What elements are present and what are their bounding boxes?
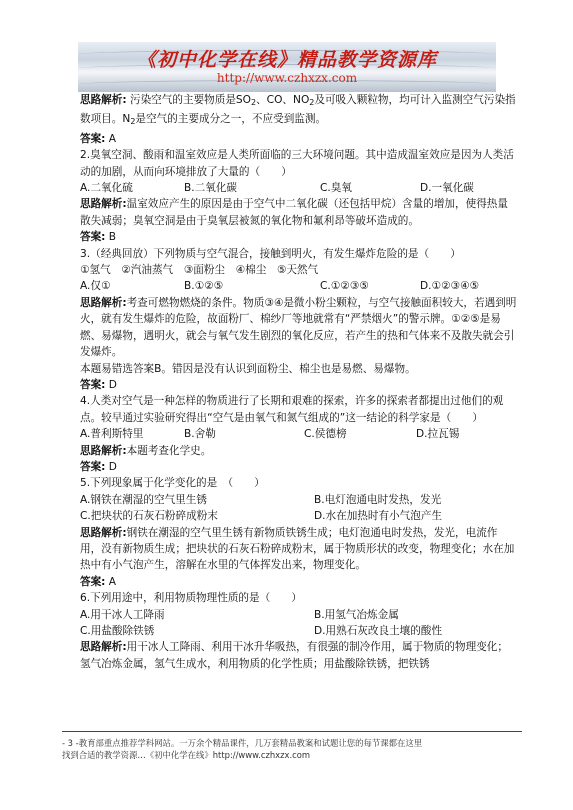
q6-options bbox=[80, 607, 518, 640]
q6-analysis: 思路解析:用干冰人工降雨、利用干冰升华吸热，有很强的制冷作用，属于物质的物理变化；氢气冶炼金属，氢气生成水，利用物质的化学性质；用盐酸除铁锈，把铁锈 bbox=[80, 641, 508, 670]
option: C.把块状的石灰石粉碎成粉末 bbox=[80, 510, 218, 523]
footer-line: - 3 -教育部重点推荐学科网站。一万余个精品课件，几万套精品教案和试题让您的每节课都在这里 bbox=[62, 738, 423, 748]
header-banner bbox=[78, 42, 496, 92]
option: B.舍勒 bbox=[184, 428, 216, 441]
option: A.二氧化硫 bbox=[80, 182, 133, 195]
q3-answer: 答案: D bbox=[80, 378, 117, 391]
option: D.①②③④⑤ bbox=[420, 280, 480, 293]
option: C.侯德榜 bbox=[304, 428, 347, 441]
option: A.钢铁在潮湿的空气里生锈 bbox=[80, 493, 207, 506]
q3-analysis: 思路解析:考查可燃物燃烧的条件。物质③④是微小粉尘颗粒，与空气接触面积较大，若遇到明火，就有发生爆炸的危险，故面粉厂、棉纱厂等地就常有“严禁烟火”的警示牌。①②⑤是易燃、易爆物，遇明火，就会与氧气发生剧烈的氧化反应，若产生的热和气体来不及散失就会引发爆炸。 bbox=[80, 296, 517, 359]
option: D.一氧化碳 bbox=[420, 182, 474, 195]
banner-title: 《初中化学在线》精品教学资源库 bbox=[136, 49, 437, 71]
option: C.①②③⑤ bbox=[320, 280, 369, 293]
q3-options bbox=[80, 278, 518, 294]
option: D.拉瓦锡 bbox=[416, 428, 460, 441]
option: D.用熟石灰改良土壤的酸性 bbox=[314, 625, 443, 637]
document-body bbox=[80, 92, 518, 672]
q1-analysis: 思路解析: 污染空气的主要物质是$SO_2$、CO、$NO_2$及可吸入颗粒物，均可计入监测空气污染指数项目。$N_2$是空气的主要成分之一，不应受到监测。 bbox=[80, 94, 516, 127]
q3-note: 本题易错选答案B。错因是没有认识到面粉尘、棉尘也是易燃、易爆物。 bbox=[80, 362, 416, 375]
q2-options bbox=[80, 180, 518, 196]
option: A.仅① bbox=[80, 280, 111, 293]
q6-stem: 6.下列用途中，利用物质物理性质的是（ ） bbox=[80, 592, 302, 605]
option: B.①②⑤ bbox=[184, 280, 224, 293]
q5-options bbox=[80, 492, 518, 525]
q5-answer: 答案: A bbox=[80, 575, 117, 588]
q5-analysis: 思路解析:钢铁在潮湿的空气里生锈有新物质铁锈生成；电灯泡通电时发热，发光，电流作用，没有新物质生成；把块状的石灰石粉碎成粉末，属于物质形状的改变，物理变化；水在加热中有小气泡产生，溶解在水里的气体挥发出来，物理变化。 bbox=[80, 526, 515, 572]
option: D.水在加热时有小气泡产生 bbox=[314, 510, 443, 523]
footer-line: 找到合适的教学资源…《初中化学在线》http://www.czhxzx.com bbox=[62, 750, 311, 760]
q1-answer: 答案: A bbox=[80, 132, 117, 145]
banner-url[interactable]: http://www.czhxzx.com bbox=[216, 71, 358, 85]
q4-options bbox=[80, 426, 518, 442]
option: A.普利斯特里 bbox=[80, 428, 144, 441]
page-footer bbox=[62, 731, 522, 761]
option: C.用盐酸除铁锈 bbox=[80, 625, 155, 637]
q4-answer: 答案: D bbox=[80, 460, 117, 473]
option: A.用干冰人工降雨 bbox=[80, 608, 165, 621]
q2-stem: 2.臭氧空洞、酸雨和温室效应是人类所面临的三大环境问题。其中造成温室效应是因为人类活动的加剧，从而向环境排放了大量的（ ） bbox=[80, 149, 514, 178]
q5-stem: 5.下列现象属于化学变化的是 （ ） bbox=[80, 477, 265, 490]
option: B.用氢气冶炼金属 bbox=[314, 608, 399, 621]
option: C.臭氧 bbox=[320, 182, 352, 195]
q2-answer: 答案: B bbox=[80, 231, 117, 244]
q2-analysis: 思路解析:温室效应产生的原因是由于空气中二氧化碳（还包括甲烷）含量的增加，使得热量散失减弱；臭氧空洞是由于臭氧层被氮的氧化物和氟利昂等破坏造成的。 bbox=[80, 198, 508, 227]
option: B.电灯泡通电时发热，发光 bbox=[314, 493, 442, 506]
option: B.二氧化碳 bbox=[184, 182, 238, 195]
q3-stem: 3.（经典回放）下列物质与空气混合，接触到明火，有发生爆炸危险的是（ ） bbox=[80, 247, 461, 260]
q3-items: ①氢气 ②汽油蒸气 ③面粉尘 ④棉尘 ⑤天然气 bbox=[80, 264, 319, 277]
q4-analysis: 思路解析:本题考查化学史。 bbox=[80, 444, 212, 457]
q4-stem: 4.人类对空气是一种怎样的物质进行了长期和艰难的探索，许多的探索者都提出过他们的观点。较早通过实验研究得出“空气是由氧气和氮气组成的”这一结论的科学家是（ ） bbox=[80, 395, 504, 424]
